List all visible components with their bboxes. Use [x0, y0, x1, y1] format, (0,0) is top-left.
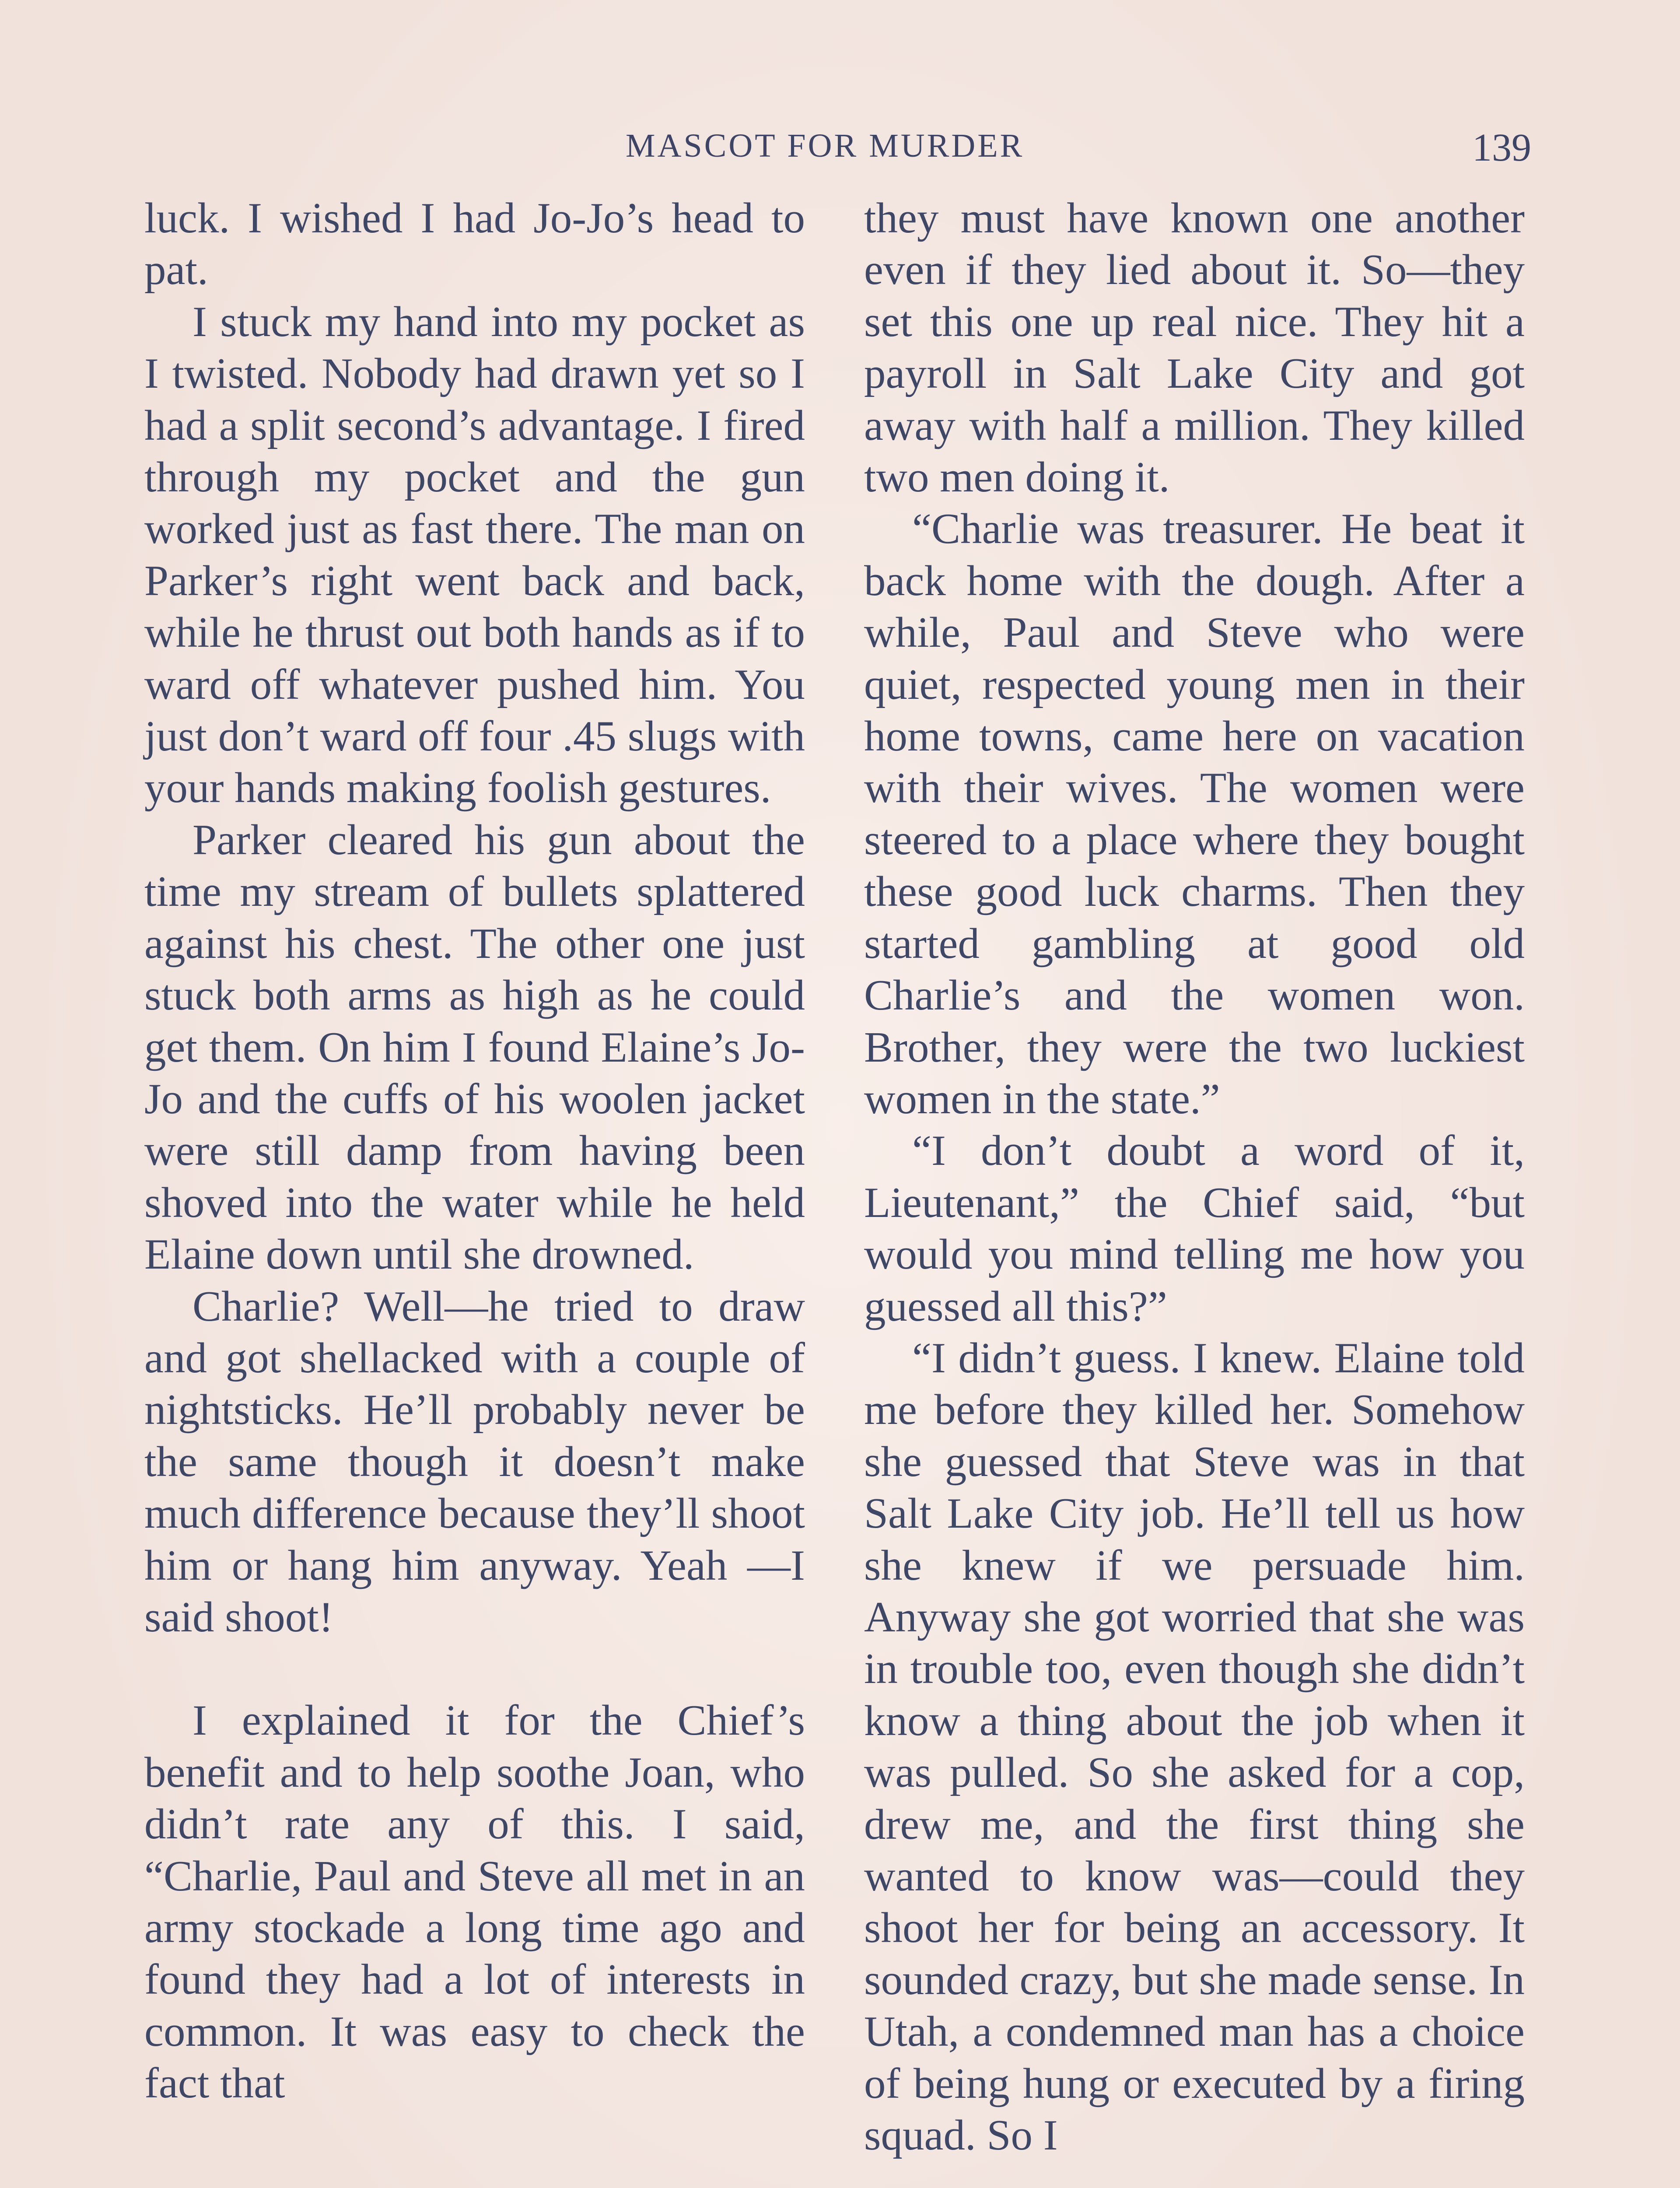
paragraph: luck. I wished I had Jo-Jo’s head to pat.: [144, 194, 805, 294]
paragraph: I explained it for the Chief’s benefit and to help soothe Joan, who didn’t rate any of this. I said, “Charlie, Paul and Steve all met in an army stockade a long time ago and found they had a lot of interests in common. It was easy to check the fact that: [144, 1697, 805, 2107]
running-head: MASCOT FOR MURDER: [626, 127, 1025, 164]
paragraph: “I didn’t guess. I knew. Elaine told me before they killed her. Somehow she guessed that Steve was in that Salt Lake City job. He’ll tell us how she knew if we persuade him. Anyway she got worried that she was in trouble too, even though she didn’t know a thing about the job when it was pulled. So she asked for a cop, drew me, and the first thing she wanted to know was—could they shoot her for being an accessory. It sounded crazy, but she made sense. In Utah, a condemned man has a choice of being hung or executed by a firing squad. So I: [864, 1334, 1525, 2160]
paragraph: they must have known one another even if they lied about it. So—they set this one up real nice. They hit a payroll in Salt Lake City and got away with half a million. They killed two men doing it.: [864, 194, 1525, 501]
paragraph: “I don’t doubt a word of it, Lieutenant,” the Chief said, “but would you mind telling me how you guessed all this?”: [864, 1127, 1525, 1330]
section-break: [144, 1643, 805, 1695]
page-number: 139: [1472, 126, 1531, 169]
paragraph: Parker cleared his gun about the time my stream of bullets splattered against his chest. The other one just stuck both arms as high as he could get them. On him I found Elaine’s Jo-Jo and the cuffs of his woolen jacket were still damp from having been shoved into the water while he held Elaine down until she drowned.: [144, 816, 805, 1279]
left-column: [144, 193, 805, 2110]
paragraph: “Charlie was treasurer. He beat it back home with the dough. After a while, Paul and Steve who were quiet, respected young men in their home towns, came here on vacation with their wives. The women were steered to a place where they bought these good luck charms. Then they started gambling at good old Charlie’s and the women won. Brother, they were the two luckiest women in the state.”: [864, 505, 1525, 1123]
paragraph: Charlie? Well—he tried to draw and got shellacked with a couple of nightsticks. He’ll probably never be the same though it doesn’t make much difference because they’ll shoot him or hang him anyway. Yeah —I said shoot!: [144, 1282, 805, 1641]
right-column: [864, 193, 1525, 2161]
paragraph: I stuck my hand into my pocket as I twisted. Nobody had drawn yet so I had a split second’s advantage. I fired through my pocket and the gun worked just as fast there. The man on Parker’s right went back and back, while he thrust out both hands as if to ward off whatever pushed him. You just don’t ward off four .45 slugs with your hands making foolish gestures.: [144, 298, 805, 812]
